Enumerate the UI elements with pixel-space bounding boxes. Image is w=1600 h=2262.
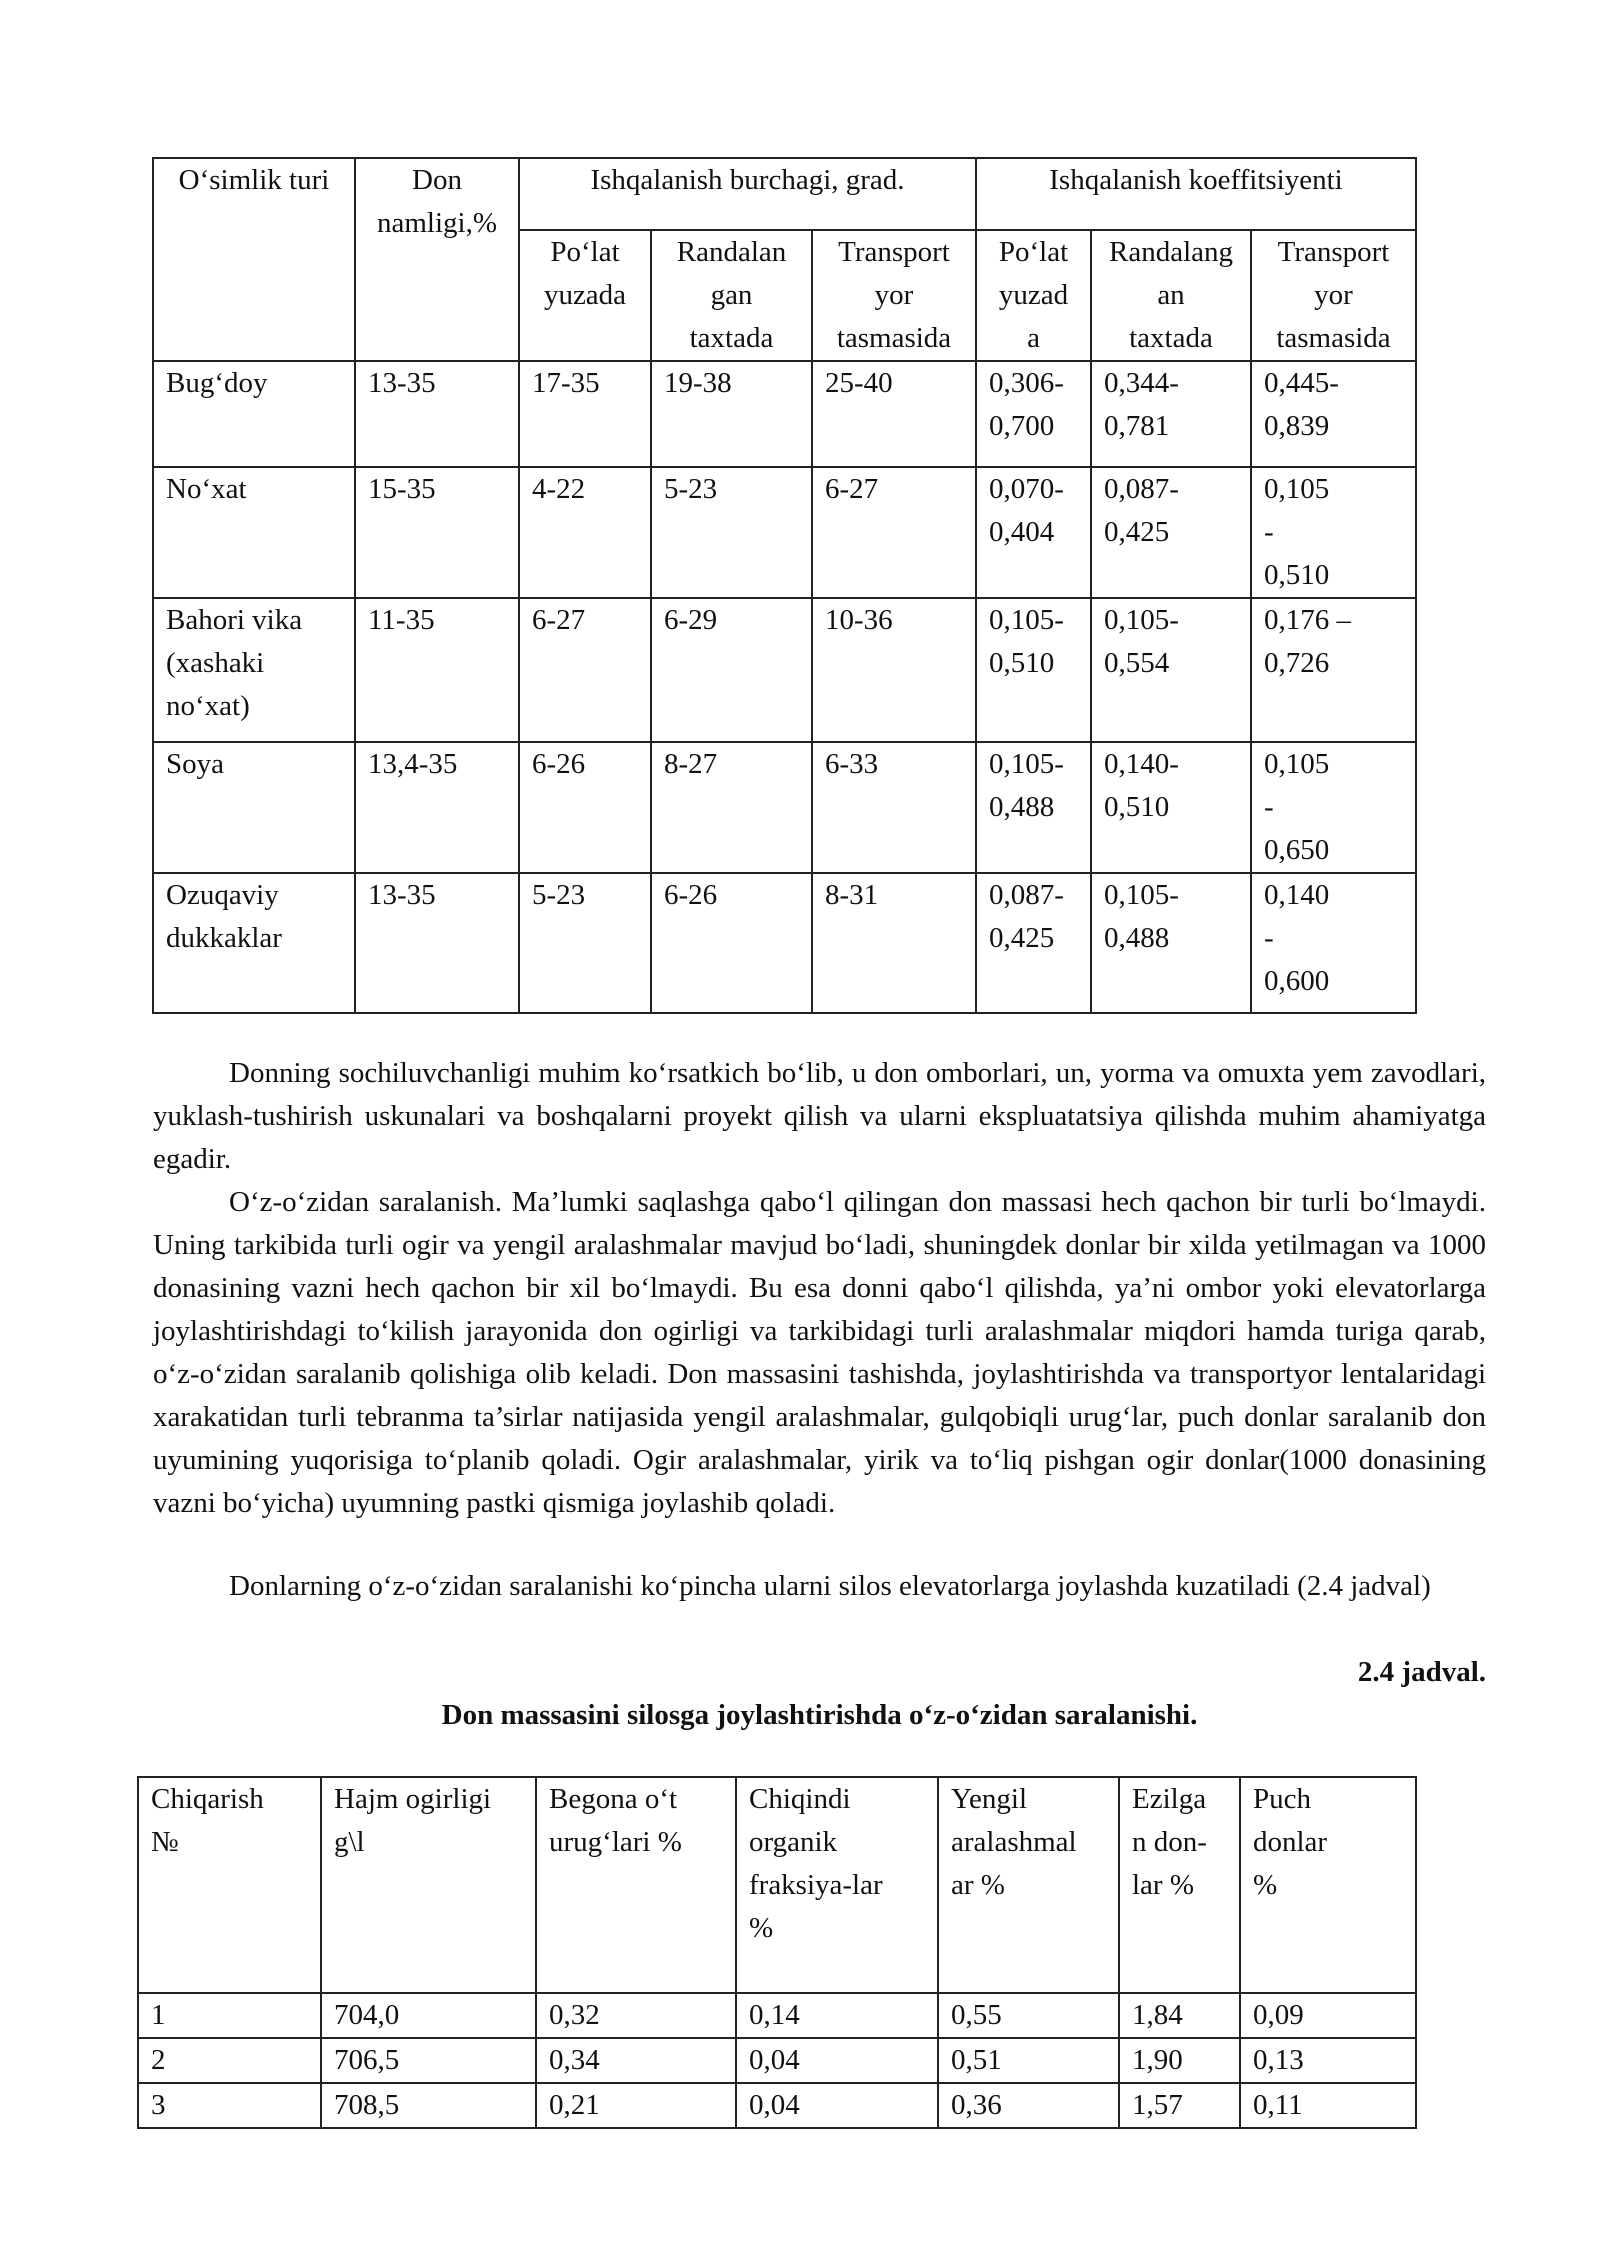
table-cell: Ozuqaviy dukkaklar	[153, 873, 355, 1013]
table-cell: 0,21	[536, 2083, 736, 2128]
table-cell: 0,140 - 0,600	[1251, 873, 1416, 1013]
paragraph-self-sorting: O‘z-o‘zidan saralanish. Ma’lumki saqlashga qabo‘l qilingan don massasi hech qachon bir turli bo‘lmaydi. Uning tarkibida turli ogir va yengil aralashmalar mavjud bo‘ladi, shuningdek donlar bir xilda yetilmagan va 1000 donasining vazni hech qachon bir xil bo‘lmaydi. Bu esa donni qabo‘l qilishda, ya’ni ombor yoki elevatorlarga joylashtirishdagi to‘kilish jarayonida don ogirligi va tarkibidagi turli aralashmalar miqdori hamda turiga qarab, o‘z-o‘zidan saralanib qolishiga olib keladi. Don massasini tashishda, joylashtirishda va transportyor lentalaridagi xarakatidan turli tebranma ta’sirlar natijasida yengil aralashmalar, gulqobiqli urug‘lar, puch donlar saralanib don uyumining yuqorisiga to‘planib qoladi. Ogir aralashmalar, yirik va to‘liq pishgan ogir donlar(1000 donasining vazni bo‘yicha) uyumning pastki qismiga joylashib qoladi.	[153, 1186, 1486, 1519]
paragraph-silo-reference: Donlarning o‘z-o‘zidan saralanishi ko‘pincha ularni silos elevatorlarga joylashda kuzatiladi (2.4 jadval)	[229, 1570, 1431, 1602]
table-cell: 0,105- 0,488	[976, 742, 1091, 873]
table-header-cell: Yengil aralashmal ar %	[938, 1777, 1119, 1993]
table-cell: 0,176 – 0,726	[1251, 598, 1416, 742]
table-number: 2.4 jadval.	[1357, 1656, 1486, 1688]
table-cell: 1,90	[1119, 2038, 1240, 2083]
header-moisture: Don namligi,%	[355, 158, 519, 361]
table-cell: 0,55	[938, 1993, 1119, 2038]
subheader-cell: Transport yor tasmasida	[1251, 230, 1416, 361]
table-cell: 0,105- 0,488	[1091, 873, 1251, 1013]
table-cell: 6-27	[519, 598, 651, 742]
table-cell: 704,0	[321, 1993, 536, 2038]
table-cell: 0,13	[1240, 2038, 1416, 2083]
table-cell: 8-31	[812, 873, 976, 1013]
table-cell: 0,36	[938, 2083, 1119, 2128]
table-cell: 0,087- 0,425	[1091, 467, 1251, 598]
subheader-cell: Po‘lat yuzada	[519, 230, 651, 361]
table-cell: 0,11	[1240, 2083, 1416, 2128]
table-cell: Bug‘doy	[153, 361, 355, 467]
table-cell: 15-35	[355, 467, 519, 598]
subheader-cell: Transport yor tasmasida	[812, 230, 976, 361]
table-cell: 0,04	[736, 2083, 938, 2128]
table-cell: 6-26	[519, 742, 651, 873]
table-cell: 0,445- 0,839	[1251, 361, 1416, 467]
table-row	[153, 361, 1416, 467]
table-header-cell: Puch donlar %	[1240, 1777, 1416, 1993]
table-cell: 6-29	[651, 598, 812, 742]
table-cell: Bahori vika (xashaki no‘xat)	[153, 598, 355, 742]
table-cell: 0,306- 0,700	[976, 361, 1091, 467]
subheader-cell: Randalang an taxtada	[1091, 230, 1251, 361]
table-cell: 6-27	[812, 467, 976, 598]
paragraph-flowability: Donning sochiluvchanligi muhim ko‘rsatkich bo‘lib, u don omborlari, un, yorma va omuxta yem zavodlari, yuklash-tushirish uskunalari va boshqalarni proyekt qilish va ularni ekspluatatsiya qilishda muhim ahamiyatga egadir.	[153, 1057, 1486, 1175]
subheader-cell: Randalan gan taxtada	[651, 230, 812, 361]
header-friction-coefficient: Ishqalanish koeffitsiyenti	[976, 158, 1416, 230]
table-cell: 0,105- 0,554	[1091, 598, 1251, 742]
header-friction-angle: Ishqalanish burchagi, grad.	[519, 158, 976, 230]
table-title: Don massasini silosga joylashtirishda o‘z-o‘zidan saralanishi.	[441, 1699, 1198, 1731]
table-row	[153, 742, 1416, 873]
table-cell: 1	[138, 1993, 321, 2038]
table-cell: 11-35	[355, 598, 519, 742]
table-cell: 0,105- 0,510	[976, 598, 1091, 742]
table-cell: 10-36	[812, 598, 976, 742]
table-cell: 0,34	[536, 2038, 736, 2083]
table-header-cell: Chiqindi organik fraksiya-lar %	[736, 1777, 938, 1993]
table-cell: 3	[138, 2083, 321, 2128]
table-cell: 19-38	[651, 361, 812, 467]
table-header-cell: Ezilga n don- lar %	[1119, 1777, 1240, 1993]
table-cell: 0,087- 0,425	[976, 873, 1091, 1013]
table-cell: 13-35	[355, 361, 519, 467]
table-cell: No‘xat	[153, 467, 355, 598]
table-cell: 708,5	[321, 2083, 536, 2128]
table-cell: 8-27	[651, 742, 812, 873]
table-cell: 1,84	[1119, 1993, 1240, 2038]
table-cell: 0,140- 0,510	[1091, 742, 1251, 873]
table-cell: 4-22	[519, 467, 651, 598]
table-cell: Soya	[153, 742, 355, 873]
table-cell: 706,5	[321, 2038, 536, 2083]
table-header-cell: Hajm ogirligi g\l	[321, 1777, 536, 1993]
table-cell: 0,04	[736, 2038, 938, 2083]
table-row	[138, 2038, 1416, 2083]
table-cell: 0,105 - 0,510	[1251, 467, 1416, 598]
table-row	[153, 598, 1416, 742]
table-cell: 0,51	[938, 2038, 1119, 2083]
table-cell: 2	[138, 2038, 321, 2083]
friction-table	[152, 157, 1417, 1014]
table-cell: 13-35	[355, 873, 519, 1013]
table-cell: 0,070- 0,404	[976, 467, 1091, 598]
table-cell: 0,32	[536, 1993, 736, 2038]
table-row	[138, 2083, 1416, 2128]
table-cell: 0,09	[1240, 1993, 1416, 2038]
table-cell: 17-35	[519, 361, 651, 467]
header-plant-type: O‘simlik turi	[153, 158, 355, 361]
silo-sorting-table	[137, 1776, 1417, 2129]
table-header-cell: Begona o‘t urug‘lari %	[536, 1777, 736, 1993]
table-cell: 0,105 - 0,650	[1251, 742, 1416, 873]
subheader-cell: Po‘lat yuzad a	[976, 230, 1091, 361]
table-row	[153, 467, 1416, 598]
table-cell: 13,4-35	[355, 742, 519, 873]
table-cell: 5-23	[519, 873, 651, 1013]
table-cell: 0,14	[736, 1993, 938, 2038]
table-cell: 6-33	[812, 742, 976, 873]
table-cell: 5-23	[651, 467, 812, 598]
table-cell: 25-40	[812, 361, 976, 467]
table-cell: 0,344- 0,781	[1091, 361, 1251, 467]
table-cell: 1,57	[1119, 2083, 1240, 2128]
table-header-cell: Chiqarish №	[138, 1777, 321, 1993]
table-row	[138, 1993, 1416, 2038]
table-cell: 6-26	[651, 873, 812, 1013]
table-row	[153, 873, 1416, 1013]
